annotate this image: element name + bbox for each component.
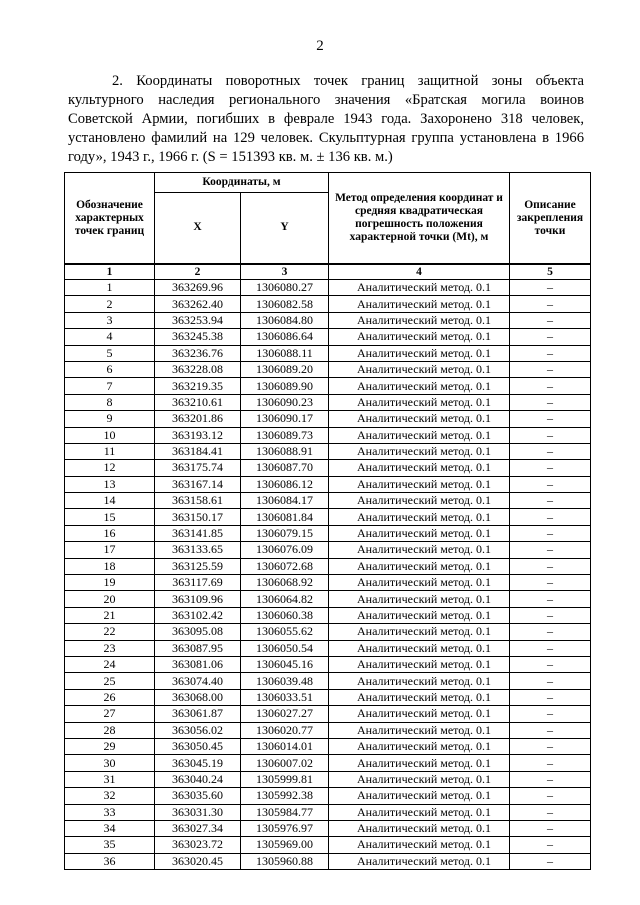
table-row — [65, 771, 591, 787]
x-coordinate-cell: 363023.72 — [155, 837, 241, 853]
y-coordinate-cell: 1306076.09 — [241, 542, 329, 558]
point-number-cell: 5 — [65, 345, 155, 361]
method-cell: Аналитический метод. 0.1 — [329, 476, 510, 492]
header-x: X — [155, 192, 241, 264]
description-cell: – — [510, 280, 591, 296]
x-coordinate-cell: 363167.14 — [155, 476, 241, 492]
method-cell: Аналитический метод. 0.1 — [329, 509, 510, 525]
description-cell: – — [510, 706, 591, 722]
method-cell: Аналитический метод. 0.1 — [329, 689, 510, 705]
table-row — [65, 788, 591, 804]
x-coordinate-cell: 363184.41 — [155, 443, 241, 459]
method-cell: Аналитический метод. 0.1 — [329, 525, 510, 541]
table-row — [65, 345, 591, 361]
column-number: 5 — [510, 264, 591, 280]
description-cell: – — [510, 394, 591, 410]
column-number: 3 — [241, 264, 329, 280]
table-row — [65, 624, 591, 640]
method-cell: Аналитический метод. 0.1 — [329, 296, 510, 312]
table-row — [65, 640, 591, 656]
point-number-cell: 15 — [65, 509, 155, 525]
description-cell: – — [510, 738, 591, 754]
point-number-cell: 7 — [65, 378, 155, 394]
y-coordinate-cell: 1306033.51 — [241, 689, 329, 705]
description-cell: – — [510, 673, 591, 689]
y-coordinate-cell: 1306079.15 — [241, 525, 329, 541]
y-coordinate-cell: 1306068.92 — [241, 575, 329, 591]
table-row — [65, 575, 591, 591]
method-cell: Аналитический метод. 0.1 — [329, 575, 510, 591]
method-cell: Аналитический метод. 0.1 — [329, 312, 510, 328]
x-coordinate-cell: 363031.30 — [155, 804, 241, 820]
description-cell: – — [510, 788, 591, 804]
table-row — [65, 755, 591, 771]
method-cell: Аналитический метод. 0.1 — [329, 640, 510, 656]
method-cell: Аналитический метод. 0.1 — [329, 804, 510, 820]
table-row — [65, 706, 591, 722]
description-cell: – — [510, 345, 591, 361]
method-cell: Аналитический метод. 0.1 — [329, 722, 510, 738]
y-coordinate-cell: 1306045.16 — [241, 656, 329, 672]
intro-paragraph: 2. Координаты поворотных точек границ защитной зоны объекта культурного наследия регионального значения «Братская могила воинов Советской Армии, погибших в феврале 1943 года. Захоронено 318 человек, установлено фамилий на 129 человек. Скульптурная группа установлена в 1966 году», 1943 г., 1966 г. (S = 151393 кв. м. ± 136 кв. м.) — [68, 73, 584, 165]
column-number: 1 — [65, 264, 155, 280]
description-cell: – — [510, 722, 591, 738]
method-cell: Аналитический метод. 0.1 — [329, 443, 510, 459]
x-coordinate-cell: 363269.96 — [155, 280, 241, 296]
y-coordinate-cell: 1306089.90 — [241, 378, 329, 394]
method-cell: Аналитический метод. 0.1 — [329, 460, 510, 476]
point-number-cell: 20 — [65, 591, 155, 607]
page-number: 2 — [316, 38, 324, 54]
table-row — [65, 542, 591, 558]
x-coordinate-cell: 363087.95 — [155, 640, 241, 656]
x-coordinate-cell: 363061.87 — [155, 706, 241, 722]
x-coordinate-cell: 363245.38 — [155, 329, 241, 345]
header-y: Y — [241, 192, 329, 264]
description-cell: – — [510, 820, 591, 836]
x-coordinate-cell: 363253.94 — [155, 312, 241, 328]
method-cell: Аналитический метод. 0.1 — [329, 837, 510, 853]
point-number-cell: 6 — [65, 361, 155, 377]
point-number-cell: 11 — [65, 443, 155, 459]
method-cell: Аналитический метод. 0.1 — [329, 558, 510, 574]
table-row — [65, 558, 591, 574]
point-number-cell: 31 — [65, 771, 155, 787]
header-description: Описание закрепления точки — [510, 173, 591, 265]
point-number-cell: 29 — [65, 738, 155, 754]
table-row — [65, 837, 591, 853]
table-row — [65, 443, 591, 459]
column-number: 2 — [155, 264, 241, 280]
point-number-cell: 24 — [65, 656, 155, 672]
table-row — [65, 591, 591, 607]
table-row — [65, 460, 591, 476]
table-row — [65, 394, 591, 410]
description-cell: – — [510, 411, 591, 427]
table-row — [65, 525, 591, 541]
point-number-cell: 3 — [65, 312, 155, 328]
description-cell: – — [510, 378, 591, 394]
description-cell: – — [510, 755, 591, 771]
point-number-cell: 17 — [65, 542, 155, 558]
y-coordinate-cell: 1306088.91 — [241, 443, 329, 459]
y-coordinate-cell: 1306081.84 — [241, 509, 329, 525]
description-cell: – — [510, 525, 591, 541]
x-coordinate-cell: 363040.24 — [155, 771, 241, 787]
y-coordinate-cell: 1306007.02 — [241, 755, 329, 771]
x-coordinate-cell: 363262.40 — [155, 296, 241, 312]
table-row — [65, 853, 591, 869]
column-number-row — [65, 264, 591, 280]
description-cell: – — [510, 476, 591, 492]
table-row — [65, 689, 591, 705]
method-cell: Аналитический метод. 0.1 — [329, 411, 510, 427]
point-number-cell: 2 — [65, 296, 155, 312]
method-cell: Аналитический метод. 0.1 — [329, 755, 510, 771]
description-cell: – — [510, 493, 591, 509]
table-row — [65, 411, 591, 427]
method-cell: Аналитический метод. 0.1 — [329, 656, 510, 672]
method-cell: Аналитический метод. 0.1 — [329, 607, 510, 623]
method-cell: Аналитический метод. 0.1 — [329, 853, 510, 869]
method-cell: Аналитический метод. 0.1 — [329, 591, 510, 607]
description-cell: – — [510, 607, 591, 623]
header-point-designation: Обозначение характерных точек границ — [65, 173, 155, 265]
method-cell: Аналитический метод. 0.1 — [329, 624, 510, 640]
y-coordinate-cell: 1306072.68 — [241, 558, 329, 574]
y-coordinate-cell: 1306088.11 — [241, 345, 329, 361]
x-coordinate-cell: 363201.86 — [155, 411, 241, 427]
description-cell: – — [510, 542, 591, 558]
description-cell: – — [510, 460, 591, 476]
description-cell: – — [510, 296, 591, 312]
description-cell: – — [510, 837, 591, 853]
x-coordinate-cell: 363068.00 — [155, 689, 241, 705]
point-number-cell: 10 — [65, 427, 155, 443]
description-cell: – — [510, 624, 591, 640]
point-number-cell: 18 — [65, 558, 155, 574]
description-cell: – — [510, 853, 591, 869]
x-coordinate-cell: 363117.69 — [155, 575, 241, 591]
y-coordinate-cell: 1306020.77 — [241, 722, 329, 738]
description-cell: – — [510, 771, 591, 787]
table-row — [65, 820, 591, 836]
point-number-cell: 4 — [65, 329, 155, 345]
table-row — [65, 378, 591, 394]
point-number-cell: 14 — [65, 493, 155, 509]
x-coordinate-cell: 363219.35 — [155, 378, 241, 394]
point-number-cell: 9 — [65, 411, 155, 427]
description-cell: – — [510, 443, 591, 459]
x-coordinate-cell: 363236.76 — [155, 345, 241, 361]
table-row — [65, 804, 591, 820]
description-cell: – — [510, 689, 591, 705]
x-coordinate-cell: 363020.45 — [155, 853, 241, 869]
method-cell: Аналитический метод. 0.1 — [329, 345, 510, 361]
table-body — [65, 280, 591, 870]
method-cell: Аналитический метод. 0.1 — [329, 394, 510, 410]
x-coordinate-cell: 363056.02 — [155, 722, 241, 738]
y-coordinate-cell: 1306080.27 — [241, 280, 329, 296]
description-cell: – — [510, 640, 591, 656]
method-cell: Аналитический метод. 0.1 — [329, 329, 510, 345]
method-cell: Аналитический метод. 0.1 — [329, 427, 510, 443]
table-row — [65, 656, 591, 672]
point-number-cell: 33 — [65, 804, 155, 820]
method-cell: Аналитический метод. 0.1 — [329, 706, 510, 722]
x-coordinate-cell: 363109.96 — [155, 591, 241, 607]
point-number-cell: 30 — [65, 755, 155, 771]
x-coordinate-cell: 363081.06 — [155, 656, 241, 672]
header-coordinates: Координаты, м — [155, 173, 329, 193]
description-cell: – — [510, 591, 591, 607]
y-coordinate-cell: 1305969.00 — [241, 837, 329, 853]
point-number-cell: 35 — [65, 837, 155, 853]
y-coordinate-cell: 1306082.58 — [241, 296, 329, 312]
y-coordinate-cell: 1306090.17 — [241, 411, 329, 427]
description-cell: – — [510, 575, 591, 591]
point-number-cell: 13 — [65, 476, 155, 492]
table-row — [65, 296, 591, 312]
y-coordinate-cell: 1306055.62 — [241, 624, 329, 640]
y-coordinate-cell: 1306050.54 — [241, 640, 329, 656]
y-coordinate-cell: 1306084.80 — [241, 312, 329, 328]
method-cell: Аналитический метод. 0.1 — [329, 820, 510, 836]
coordinates-table — [64, 172, 591, 870]
table-header — [65, 173, 591, 280]
method-cell: Аналитический метод. 0.1 — [329, 542, 510, 558]
table-row — [65, 673, 591, 689]
table-row — [65, 427, 591, 443]
x-coordinate-cell: 363193.12 — [155, 427, 241, 443]
x-coordinate-cell: 363074.40 — [155, 673, 241, 689]
y-coordinate-cell: 1305960.88 — [241, 853, 329, 869]
point-number-cell: 26 — [65, 689, 155, 705]
table-row — [65, 312, 591, 328]
method-cell: Аналитический метод. 0.1 — [329, 673, 510, 689]
method-cell: Аналитический метод. 0.1 — [329, 378, 510, 394]
description-cell: – — [510, 312, 591, 328]
x-coordinate-cell: 363125.59 — [155, 558, 241, 574]
y-coordinate-cell: 1306014.01 — [241, 738, 329, 754]
point-number-cell: 19 — [65, 575, 155, 591]
description-cell: – — [510, 361, 591, 377]
y-coordinate-cell: 1306087.70 — [241, 460, 329, 476]
table-row — [65, 361, 591, 377]
description-cell: – — [510, 509, 591, 525]
table-row — [65, 738, 591, 754]
point-number-cell: 34 — [65, 820, 155, 836]
y-coordinate-cell: 1306064.82 — [241, 591, 329, 607]
description-cell: – — [510, 427, 591, 443]
table-row — [65, 329, 591, 345]
point-number-cell: 28 — [65, 722, 155, 738]
x-coordinate-cell: 363175.74 — [155, 460, 241, 476]
x-coordinate-cell: 363050.45 — [155, 738, 241, 754]
y-coordinate-cell: 1306090.23 — [241, 394, 329, 410]
method-cell: Аналитический метод. 0.1 — [329, 738, 510, 754]
point-number-cell: 12 — [65, 460, 155, 476]
description-cell: – — [510, 558, 591, 574]
y-coordinate-cell: 1306060.38 — [241, 607, 329, 623]
table-row — [65, 509, 591, 525]
y-coordinate-cell: 1305999.81 — [241, 771, 329, 787]
header-method: Метод определения координат и средняя квадратическая погрешность положения характерной точки (Mt), м — [329, 173, 510, 265]
point-number-cell: 1 — [65, 280, 155, 296]
y-coordinate-cell: 1306027.27 — [241, 706, 329, 722]
y-coordinate-cell: 1306084.17 — [241, 493, 329, 509]
y-coordinate-cell: 1306089.73 — [241, 427, 329, 443]
x-coordinate-cell: 363102.42 — [155, 607, 241, 623]
x-coordinate-cell: 363027.34 — [155, 820, 241, 836]
point-number-cell: 21 — [65, 607, 155, 623]
description-cell: – — [510, 656, 591, 672]
y-coordinate-cell: 1305992.38 — [241, 788, 329, 804]
point-number-cell: 27 — [65, 706, 155, 722]
point-number-cell: 22 — [65, 624, 155, 640]
table-row — [65, 493, 591, 509]
point-number-cell: 8 — [65, 394, 155, 410]
method-cell: Аналитический метод. 0.1 — [329, 280, 510, 296]
point-number-cell: 16 — [65, 525, 155, 541]
point-number-cell: 23 — [65, 640, 155, 656]
x-coordinate-cell: 363045.19 — [155, 755, 241, 771]
y-coordinate-cell: 1306086.12 — [241, 476, 329, 492]
y-coordinate-cell: 1305984.77 — [241, 804, 329, 820]
description-cell: – — [510, 804, 591, 820]
column-number: 4 — [329, 264, 510, 280]
x-coordinate-cell: 363133.65 — [155, 542, 241, 558]
x-coordinate-cell: 363141.85 — [155, 525, 241, 541]
table-row — [65, 476, 591, 492]
x-coordinate-cell: 363095.08 — [155, 624, 241, 640]
description-cell: – — [510, 329, 591, 345]
x-coordinate-cell: 363228.08 — [155, 361, 241, 377]
table-row — [65, 280, 591, 296]
method-cell: Аналитический метод. 0.1 — [329, 771, 510, 787]
y-coordinate-cell: 1306086.64 — [241, 329, 329, 345]
x-coordinate-cell: 363158.61 — [155, 493, 241, 509]
method-cell: Аналитический метод. 0.1 — [329, 361, 510, 377]
table-row — [65, 722, 591, 738]
x-coordinate-cell: 363210.61 — [155, 394, 241, 410]
x-coordinate-cell: 363150.17 — [155, 509, 241, 525]
table-row — [65, 607, 591, 623]
y-coordinate-cell: 1306039.48 — [241, 673, 329, 689]
method-cell: Аналитический метод. 0.1 — [329, 788, 510, 804]
x-coordinate-cell: 363035.60 — [155, 788, 241, 804]
method-cell: Аналитический метод. 0.1 — [329, 493, 510, 509]
point-number-cell: 25 — [65, 673, 155, 689]
point-number-cell: 32 — [65, 788, 155, 804]
point-number-cell: 36 — [65, 853, 155, 869]
y-coordinate-cell: 1306089.20 — [241, 361, 329, 377]
y-coordinate-cell: 1305976.97 — [241, 820, 329, 836]
